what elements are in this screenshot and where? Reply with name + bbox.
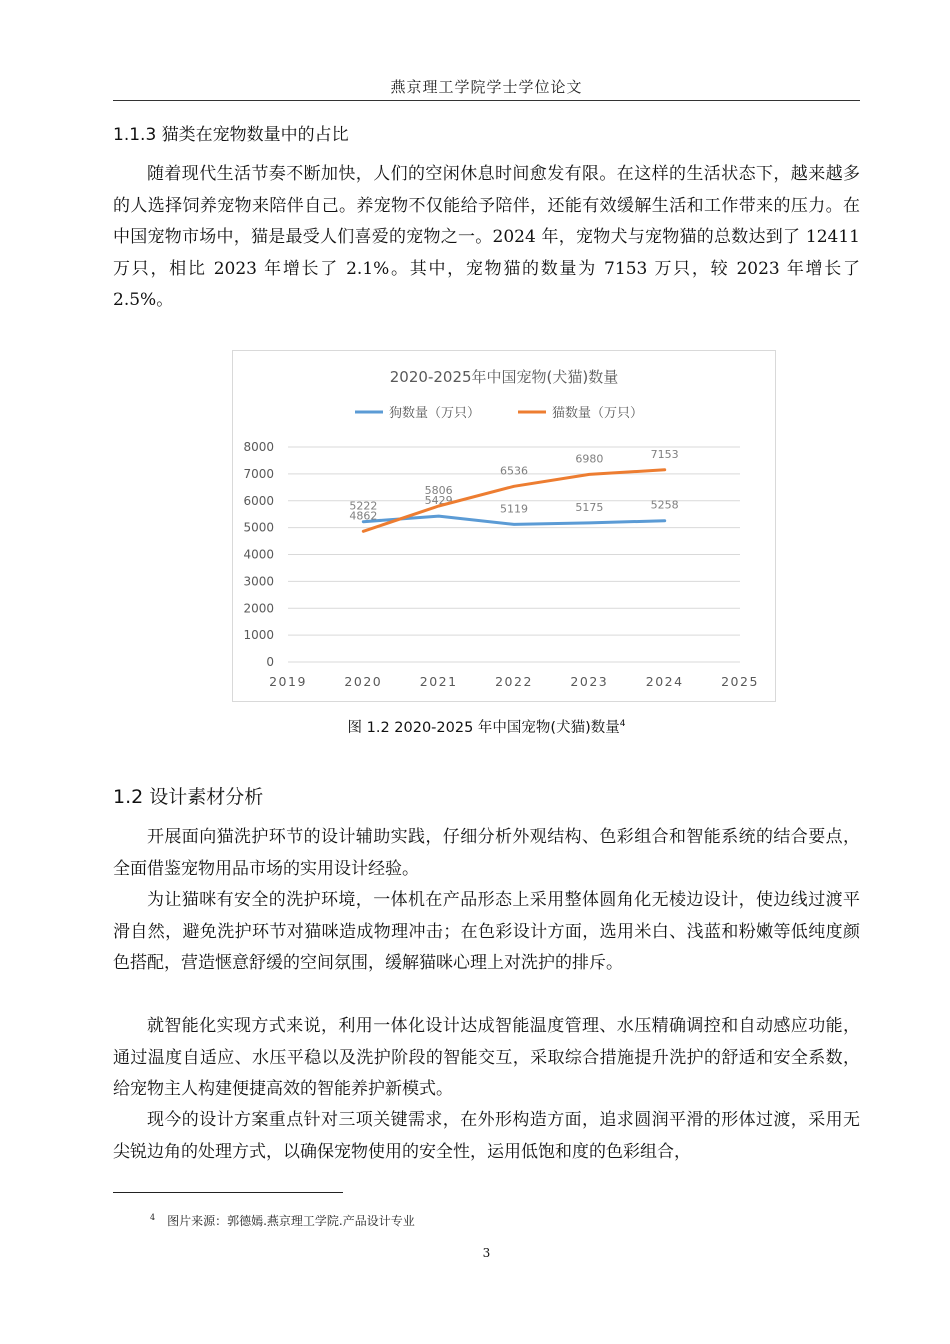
y-tick-label: 4000	[243, 547, 274, 562]
legend-label-dog: 狗数量（万只）	[389, 406, 481, 421]
y-tick-label: 1000	[243, 628, 274, 643]
figure-caption-text: 图 1.2 2020-2025 年中国宠物(犬猫)数量	[347, 720, 620, 736]
data-label: 7153	[650, 447, 679, 461]
data-label: 5429	[424, 494, 453, 508]
x-tick-label: 2024	[645, 674, 684, 689]
footnote-rule	[113, 1192, 343, 1193]
data-label: 5222	[349, 499, 378, 513]
footnote-number: 4	[150, 1213, 156, 1222]
y-tick-label: 7000	[243, 466, 274, 481]
line-chart	[232, 350, 776, 702]
y-tick-label: 2000	[243, 601, 274, 616]
chart-legend	[355, 405, 643, 421]
y-tick-label: 3000	[243, 574, 274, 589]
legend-label-cat: 猫数量（万只）	[552, 406, 644, 421]
section-heading-1-1-3: 1.1.3 猫类在宠物数量中的占比	[113, 125, 349, 145]
chart-title: 2020-2025年中国宠物(犬猫)数量	[389, 368, 619, 386]
data-label: 5119	[500, 502, 528, 516]
figure-caption	[113, 716, 860, 737]
y-tick-label: 5000	[243, 520, 274, 535]
footnote	[150, 1212, 415, 1229]
x-tick-label: 2019	[269, 674, 307, 689]
page-number: 3	[482, 1246, 491, 1260]
x-tick-label: 2023	[570, 674, 609, 689]
paragraph-1: 随着现代生活节奏不断加快，人们的空闲休息时间愈发有限。在这样的生活状态下，越来越多的人选择饲养宠物来陪伴自己。养宠物不仅能给予陪伴，还能有效缓解生活和工作带来的压力。在中国宠物市场中，猫是最受人们喜爱的宠物之一。2024 年，宠物犬与宠物猫的总数达到了 12411 万只，相比 2023 年增长了 2.1%。其中，宠物猫的数量为 7153 万只，较 2023 年增长了 2.5%。	[113, 164, 860, 310]
footnote-text: 图片来源：郭德嫣.燕京理工学院.产品设计专业	[167, 1214, 415, 1228]
data-label: 5175	[575, 500, 604, 514]
plot-area	[243, 440, 758, 689]
running-header: 燕京理工学院学士学位论文	[390, 78, 583, 96]
figure-footnote-ref: 4	[619, 719, 626, 730]
paragraph-4: 就智能化实现方式来说，利用一体化设计达成智能温度管理、水压精确调控和自动感应功能，通过温度自适应、水压平稳以及洗护阶段的智能交互，采取综合措施提升洗护的舒适和安全系数，给宠物主人构建便捷高效的智能养护新模式。	[113, 1016, 860, 1099]
data-label: 5806	[424, 483, 453, 497]
paragraph-2: 开展面向猫洗护环节的设计辅助实践，仔细分析外观结构、色彩组合和智能系统的结合要点，全面借鉴宠物用品市场的实用设计经验。	[113, 827, 860, 879]
paragraph-5: 现今的设计方案重点针对三项关键需求，在外形构造方面，追求圆润平滑的形体过渡，采用无尖锐边角的处理方式，以确保宠物使用的安全性，运用低饱和度的色彩组合，	[113, 1110, 860, 1162]
y-tick-label: 8000	[243, 440, 274, 454]
section-heading-1-2: 1.2 设计素材分析	[113, 786, 264, 808]
data-label: 4862	[349, 509, 378, 523]
y-tick-label: 0	[266, 655, 274, 669]
x-tick-label: 2021	[419, 674, 458, 689]
x-tick-label: 2020	[344, 674, 383, 689]
paragraph-3: 为让猫咪有安全的洗护环境，一体机在产品形态上采用整体圆角化无棱边设计，使边线过渡平滑自然，避免洗护环节对猫咪造成物理冲击；在色彩设计方面，选用米白、浅蓝和粉嫩等低纯度颜色搭配，营造惬意舒缓的空间氛围，缓解猫咪心理上对洗护的排斥。	[113, 890, 860, 973]
data-label: 5258	[650, 498, 679, 512]
x-tick-label: 2025	[721, 674, 759, 689]
chart-svg	[233, 351, 775, 701]
data-label: 6536	[500, 464, 528, 478]
x-tick-label: 2022	[495, 674, 533, 689]
data-label: 6980	[575, 452, 604, 466]
header-rule	[113, 100, 860, 101]
y-tick-label: 6000	[243, 493, 274, 508]
